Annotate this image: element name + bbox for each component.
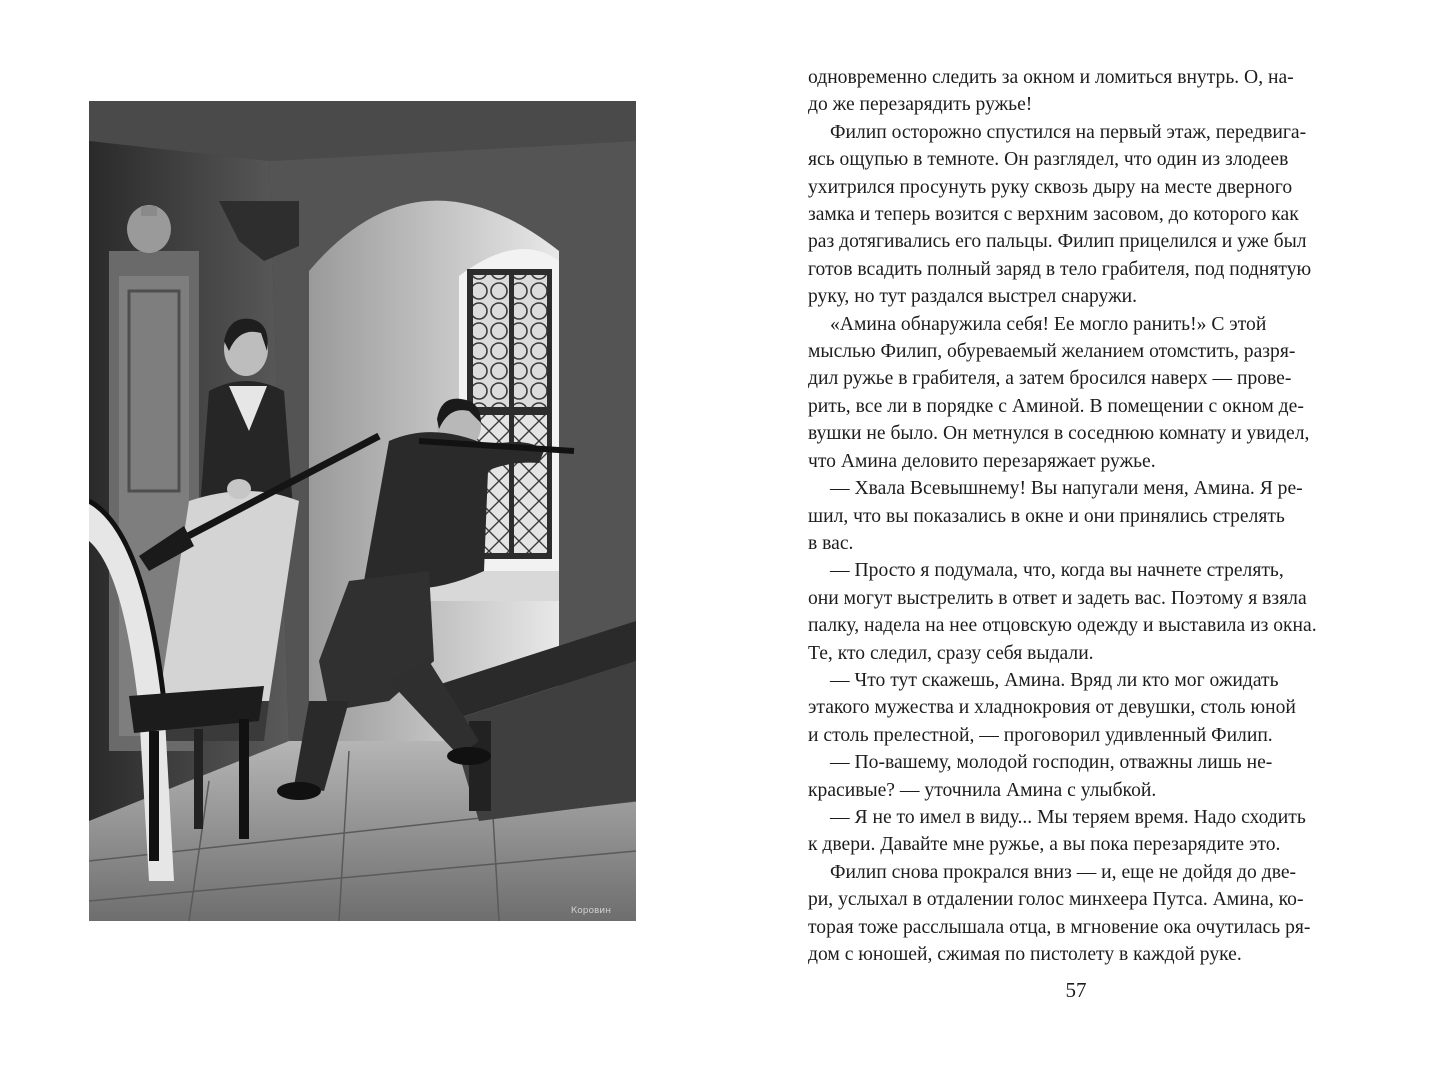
paragraph: — Просто я подумала, что, когда вы начнете стрелять, они могут выстрелить в ответ и задеть вас. Поэтому я взяла палку, надела на нее отцовскую одежду и выставила из окна. Те, кто следил, сразу себя выдали. (808, 560, 1317, 664)
illustration-drawing (89, 101, 636, 921)
text-page (808, 64, 1348, 968)
artist-signature: Коровин (570, 906, 611, 916)
paragraph: Филип снова прокрался вниз — и, еще не дойдя до две- ри, услыхал в отдалении голос минхеера Путса. Амина, ко- торая тоже расслышала отца, в мгновение ока очутилась ря- дом с юношей, сжимая по пистолету в каждой руке. (808, 861, 1311, 965)
paragraph: — Я не то имел в виду... Мы теряем время. Надо сходить к двери. Давайте мне ружье, а вы пока перезарядите это. (808, 806, 1306, 856)
illustration (89, 101, 636, 921)
page-number: 57 (1065, 978, 1087, 1002)
paragraph: — По-вашему, молодой господин, отважны лишь не- красивые? — уточнила Амина с улыбкой. (808, 752, 1273, 801)
paragraph: одновременно следить за окном и ломиться внутрь. О, на- до же перезарядить ружье! (808, 67, 1294, 116)
paragraph: «Амина обнаружила себя! Ее могло ранить!» С этой мыслью Филип, обуреваемый желанием отомстить, разря- дил ружье в грабителя, а затем бросился наверх — прове- рить, все ли в порядке с Аминой. В помещении с окном де- вушки не было. Он метнулся в соседнюю комнату и увидел, что Амина деловито перезаряжает ружье. (808, 313, 1310, 472)
paragraph: Филип осторожно спустился на первый этаж, передвига- ясь ощупью в темноте. Он разглядел, что один из злодеев ухитрился просунуть руку сквозь дыру на месте дверного замка и теперь возится с верхним засовом, до которого как раз дотягивались его пальцы. Филип прицелился и уже был готов всадить полный заряд в тело грабителя, под поднятую руку, но тут раздался выстрел снаружи. (808, 121, 1312, 308)
paragraph: — Что тут скажешь, Амина. Вряд ли кто мог ожидать этакого мужества и хладнокровия от девушки, столь юной и столь прелестной, — проговорил удивленный Филип. (808, 669, 1296, 746)
paragraph: — Хвала Всевышнему! Вы напугали меня, Амина. Я ре- шил, что вы показались в окне и они принялись стрелять в вас. (808, 478, 1303, 554)
